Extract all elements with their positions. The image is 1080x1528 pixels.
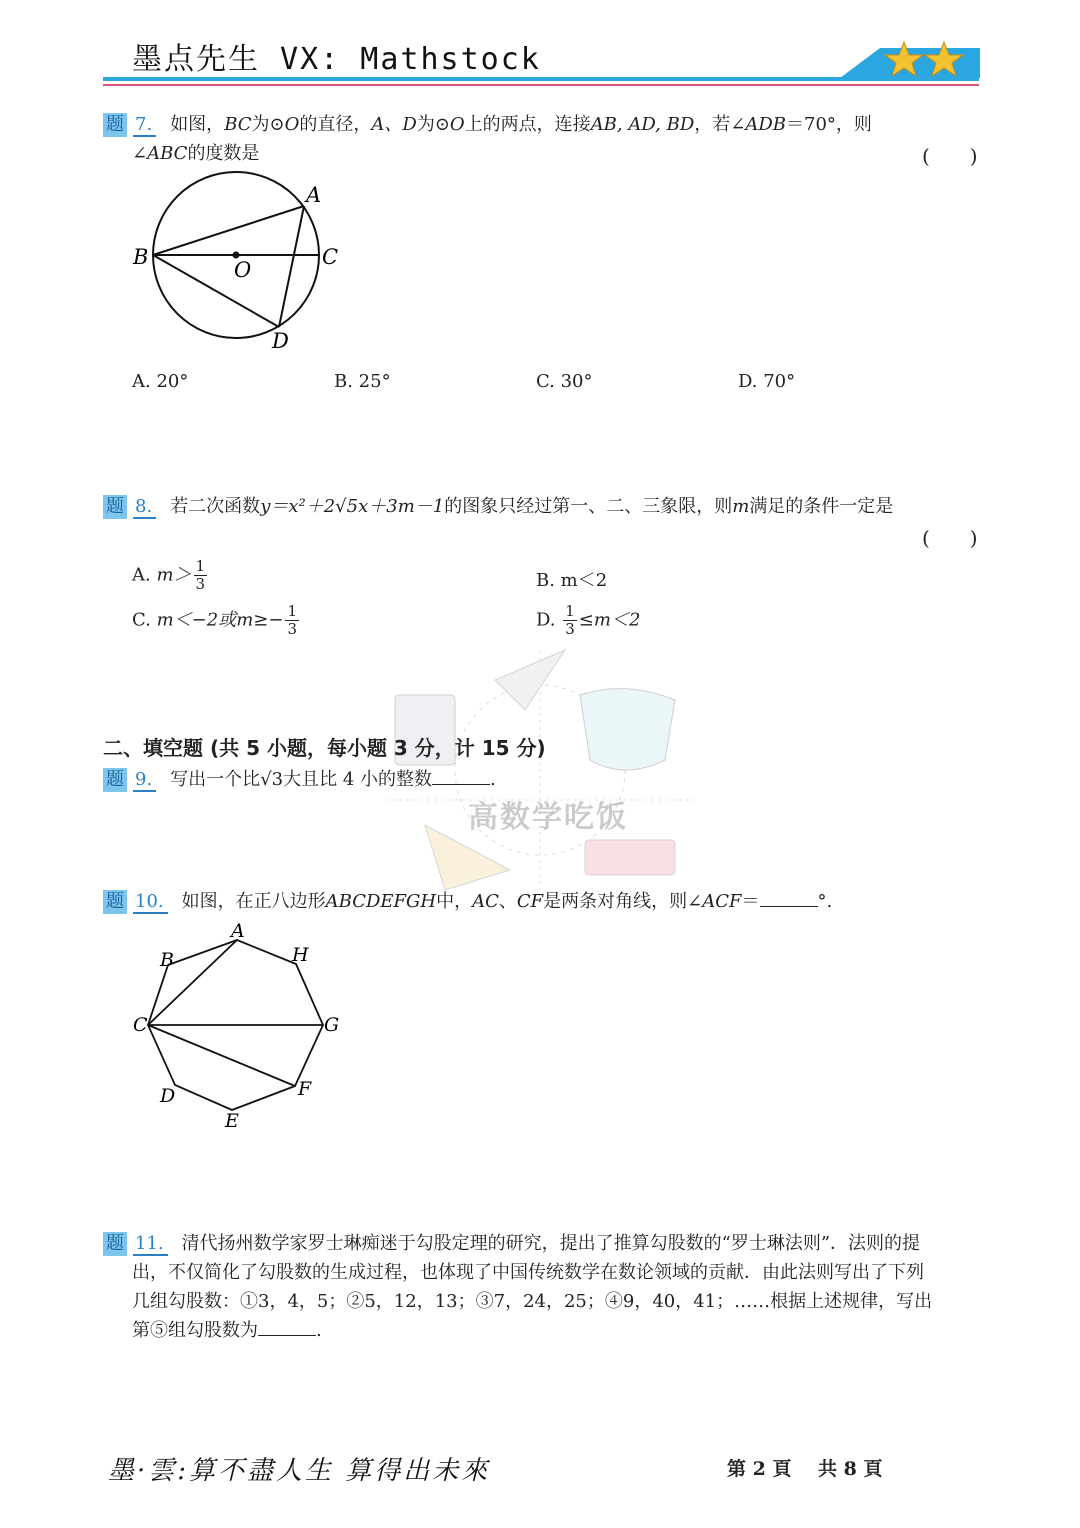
ruler-character-icon xyxy=(580,689,675,770)
segment-bd xyxy=(153,255,279,327)
fraction: $\frac{1}{3}$ xyxy=(287,602,297,638)
question-number: 9. xyxy=(133,769,156,792)
watermark-text: 高数学吃饭 xyxy=(468,800,628,835)
label-b: B xyxy=(133,245,149,269)
q10-line: 题 10. 如图，在正八边形ABCDEFGH中，AC、CF是两条对角线，则∠ACF＝ °. xyxy=(103,887,832,916)
header-title: 墨点先生 VX: Mathstock xyxy=(132,42,541,77)
label-g: G xyxy=(324,1014,340,1036)
diagonal-cf xyxy=(148,1025,295,1086)
question-number: 8. xyxy=(133,496,156,519)
header-decoration xyxy=(840,38,980,82)
q8-option-c: C. m＜−2或m≥− $\frac{1}{3}$ xyxy=(132,602,297,638)
q8-line1: 题 8. 若二次函数y＝x²＋2√5x＋3m－1的图象只经过第一、二、三象限，则m满足的条件一定是 xyxy=(103,492,893,521)
footer-total-pages: 共 8 頁 xyxy=(818,1458,883,1480)
answer-parentheses: ( ) xyxy=(922,144,978,168)
answer-blank[interactable] xyxy=(258,1317,316,1336)
fraction: $\frac{1}{3}$ xyxy=(195,557,206,593)
label-e: E xyxy=(225,1110,239,1132)
segment-ba xyxy=(153,206,304,255)
q7-option-d: D. 70° xyxy=(738,371,796,392)
header-rule-blue xyxy=(103,77,979,81)
q11-line2: 出，不仅简化了勾股数的生成过程，也体现了中国传统数学在数论领域的贡献．由此法则写出了下列 xyxy=(132,1262,924,1283)
q7-line1: 题 7. 如图，BC为⊙O的直径，A、D为⊙O上的两点，连接AB, AD, BD，若∠ADB＝70°，则 xyxy=(103,110,872,139)
q11-line4: 第⑤组勾股数为 . xyxy=(132,1316,322,1345)
q7-option-c: C. 30° xyxy=(536,371,593,392)
question-number: 10. xyxy=(133,891,168,914)
question-number: 11. xyxy=(133,1233,168,1256)
q8-option-a: A. m＞ $\frac{1}{3}$ xyxy=(132,557,206,593)
book-icon xyxy=(585,840,675,875)
q9-line: 题 9. 写出一个比√3大且比 4 小的整数 . xyxy=(103,765,496,794)
paper-plane-icon xyxy=(495,650,565,710)
question-badge: 题 xyxy=(103,1232,127,1256)
question-badge: 题 xyxy=(103,495,127,519)
label-d: D xyxy=(272,329,289,353)
label-f: F xyxy=(298,1078,312,1100)
label-a: A xyxy=(231,920,245,942)
answer-blank[interactable] xyxy=(432,766,490,785)
footer-motto: 墨·雲:算不盡人生 算得出未來 xyxy=(108,1456,491,1486)
q7-circle-figure xyxy=(128,170,348,355)
q11-line1: 题 11. 清代扬州数学家罗士琳痴迷于勾股定理的研究，提出了推算勾股数的“罗士琳法则”．法则的提 xyxy=(103,1229,920,1258)
label-c: C xyxy=(322,245,339,269)
footer-page-number: 第 2 頁 xyxy=(727,1458,792,1480)
fraction: $\frac{1}{3}$ xyxy=(565,602,575,638)
question-number: 7. xyxy=(133,114,156,137)
q7-option-a: A. 20° xyxy=(132,371,189,392)
header-rule-red xyxy=(103,84,979,86)
q11-line3: 几组勾股数：①3，4，5；②5，12，13；③7，24，25；④9，40，41；……根据上述规律，写出 xyxy=(132,1291,933,1312)
answer-parentheses: ( ) xyxy=(922,526,978,550)
label-d: D xyxy=(160,1085,176,1107)
q8-option-b: B. m＜2 xyxy=(536,570,608,591)
q7-line2: ∠ABC的度数是 xyxy=(132,143,260,164)
q7-option-b: B. 25° xyxy=(334,371,391,392)
label-b: B xyxy=(160,949,174,971)
question-badge: 题 xyxy=(103,768,127,792)
q10-octagon-figure xyxy=(128,918,348,1133)
label-c: C xyxy=(133,1014,148,1036)
answer-blank[interactable] xyxy=(760,888,818,907)
label-h: H xyxy=(292,944,309,966)
label-o: O xyxy=(234,258,252,282)
section-heading: 二、填空题 (共 5 小题，每小题 3 分，计 15 分) xyxy=(103,736,546,760)
question-badge: 题 xyxy=(103,113,127,137)
label-a: A xyxy=(306,183,322,207)
question-badge: 题 xyxy=(103,890,127,914)
q8-option-d: D. $\frac{1}{3}$ ≤m＜2 xyxy=(536,602,641,638)
